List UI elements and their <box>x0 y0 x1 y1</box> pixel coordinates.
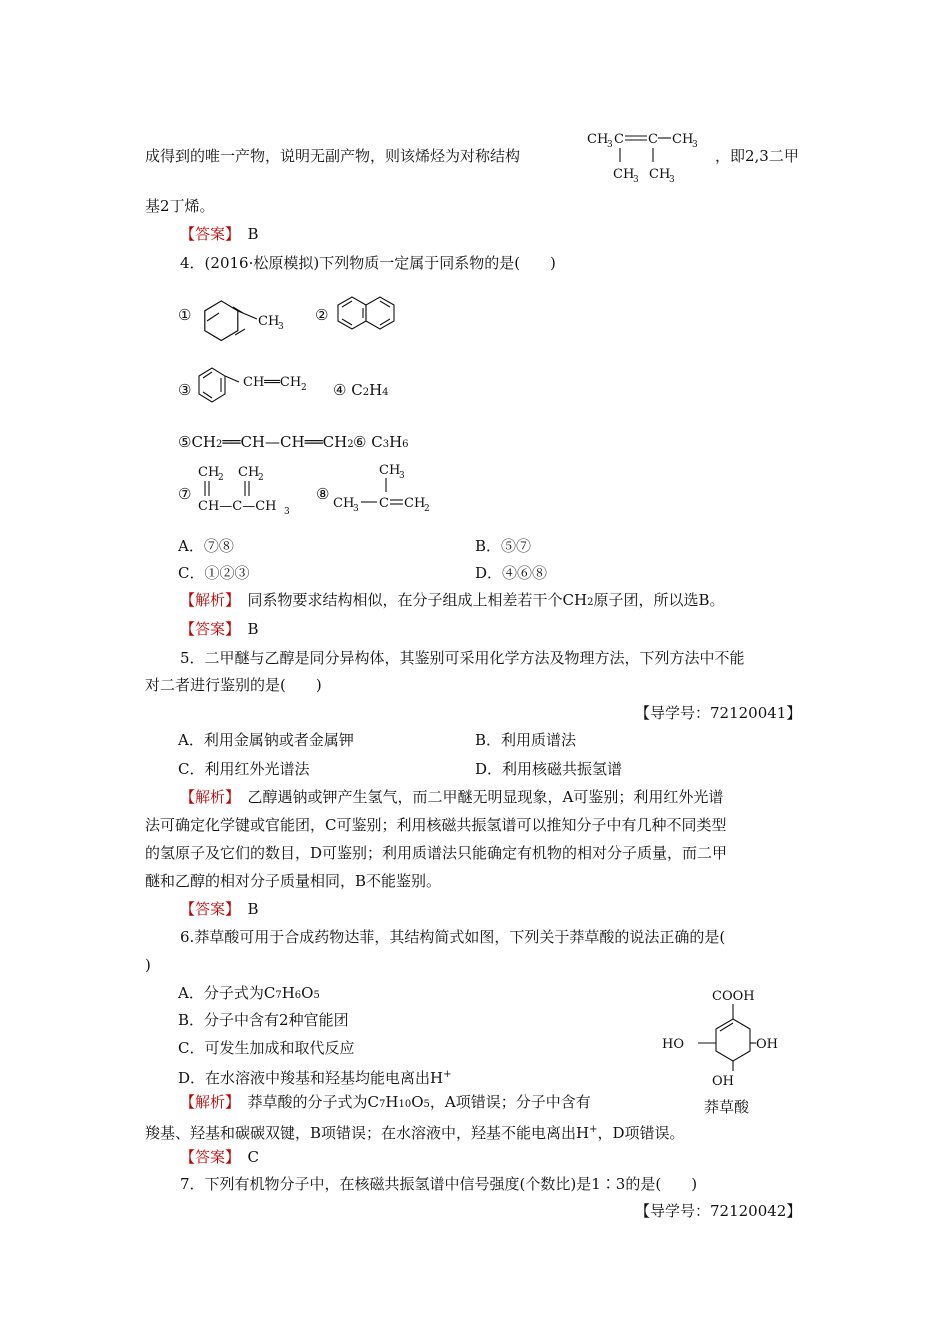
q6-analysis-2: 羧基、羟基和碳碳双键，B项错误；在水溶液中，羟基不能电离出H+，D项错误。 <box>145 1124 685 1142</box>
svg-text:CH: CH <box>198 465 220 480</box>
continued-line-1: 成得到的唯一产物，说明无副产物，则该烯烃为对称结构 <box>145 147 521 165</box>
svg-text:C: C <box>648 132 658 147</box>
svg-text:3: 3 <box>278 322 284 332</box>
svg-text:3: 3 <box>399 471 405 481</box>
q5-option-b: B．利用质谱法 <box>475 731 577 749</box>
q6-option-c: C．可发生加成和取代反应 <box>178 1039 355 1057</box>
q5-answer: 【答案】 B <box>180 900 259 918</box>
item7-structure <box>196 462 306 522</box>
continued-line-1-tail: ，即2,3二甲 <box>715 147 799 165</box>
q6-analysis-1: 【解析】 莽草酸的分子式为C7H10O5，A项错误；分子中含有 <box>180 1093 591 1111</box>
shikimic-acid-structure <box>660 985 780 1120</box>
q6-option-a: A．分子式为C7H6O5 <box>178 984 320 1002</box>
q5-stem-2: 对二者进行鉴别的是( ) <box>145 676 322 694</box>
q4-item-5: ⑤CH2══CH—CH══CH2 <box>178 433 354 451</box>
q4-item-1-num: ① <box>178 306 192 324</box>
q6-answer: 【答案】 C <box>180 1148 260 1166</box>
svg-text:2: 2 <box>258 473 264 483</box>
q4-analysis: 【解析】 同系物要求结构相似，在分子组成上相差若干个CH2原子团，所以选B。 <box>180 591 725 609</box>
svg-text:C: C <box>379 496 389 511</box>
svg-text:CH: CH <box>379 463 401 478</box>
styrene-structure <box>193 360 323 415</box>
continued-line-2: 基2丁烯。 <box>145 197 215 215</box>
q4-option-d: D．④⑥⑧ <box>475 564 548 582</box>
svg-text:CH: CH <box>587 132 609 147</box>
svg-text:CH: CH <box>613 167 635 182</box>
q6-option-d: D．在水溶液中羧基和羟基均能电离出H+ <box>178 1069 452 1087</box>
q4-stem: 4．(2016·松原模拟)下列物质一定属于同系物的是( ) <box>180 254 556 272</box>
svg-text:2: 2 <box>301 383 307 393</box>
q4-item-2-num: ② <box>315 306 329 324</box>
q4-item-4: ④ C2H4 <box>333 381 389 399</box>
svg-text:CH: CH <box>672 132 694 147</box>
q4-option-b: B．⑤⑦ <box>475 537 532 555</box>
svg-text:CH: CH <box>258 314 280 329</box>
naphthalene-structure <box>333 290 413 340</box>
svg-text:C: C <box>614 132 624 147</box>
svg-text:2: 2 <box>424 504 430 514</box>
svg-text:CH: CH <box>238 465 260 480</box>
q5-analysis-1: 【解析】 乙醇遇钠或钾产生氢气，而二甲醚无明显现象，A可鉴别；利用红外光谱 <box>180 788 724 806</box>
svg-text:3: 3 <box>692 140 698 150</box>
svg-text:COOH: COOH <box>712 989 755 1004</box>
q4-option-a: A．⑦⑧ <box>178 537 234 555</box>
svg-text:CH: CH <box>404 496 426 511</box>
q4-answer: 【答案】 B <box>180 620 259 638</box>
q5-stem-1: 5．二甲醚与乙醇是同分异构体，其鉴别可采用化学方法及物理方法，下列方法中不能 <box>180 649 745 667</box>
q5-option-c: C．利用红外光谱法 <box>178 760 310 778</box>
svg-text:HO: HO <box>662 1037 684 1052</box>
q7-stem: 7．下列有机物分子中，在核磁共振氢谱中信号强度(个数比)是1∶3的是( ) <box>180 1175 698 1193</box>
q5-analysis-3: 的氢原子及它们的数目，D可鉴别；利用质谱法只能确定有机物的相对分子质量，而二甲 <box>145 844 728 862</box>
item8-structure <box>331 460 441 520</box>
structure-dimethylbutene <box>585 128 715 184</box>
svg-text:OH: OH <box>712 1074 734 1089</box>
svg-text:CH══CH: CH══CH <box>243 375 302 390</box>
q4-item-7-num: ⑦ <box>178 485 192 503</box>
toluene-structure <box>195 295 295 345</box>
svg-text:2: 2 <box>218 473 224 483</box>
q4-item-3-num: ③ <box>178 381 192 399</box>
q5-analysis-4: 醚和乙醇的相对分子质量相同，B不能鉴别。 <box>145 872 442 890</box>
svg-text:CH: CH <box>649 167 671 182</box>
continued-answer: 【答案】 B <box>180 225 259 243</box>
svg-text:3: 3 <box>284 507 290 517</box>
svg-text:莽草酸: 莽草酸 <box>704 1098 750 1116</box>
q5-option-d: D．利用核磁共振氢谱 <box>475 760 623 778</box>
svg-text:3: 3 <box>607 140 613 150</box>
q6-option-b: B．分子中含有2种官能团 <box>178 1011 349 1029</box>
q4-item-6: ⑥ C3H6 <box>353 433 409 451</box>
svg-text:3: 3 <box>353 504 359 514</box>
svg-text:3: 3 <box>669 175 675 185</box>
q4-option-c: C．①②③ <box>178 564 250 582</box>
q5-guide-number: 【导学号：72120041】 <box>635 704 802 722</box>
q5-option-a: A．利用金属钠或者金属钾 <box>178 731 354 749</box>
svg-text:OH: OH <box>756 1037 778 1052</box>
q4-item-8-num: ⑧ <box>316 485 330 503</box>
q6-stem-2: ) <box>145 956 151 974</box>
svg-text:CH: CH <box>333 496 355 511</box>
q7-guide-number: 【导学号：72120042】 <box>635 1202 802 1220</box>
svg-text:3: 3 <box>633 175 639 185</box>
q6-stem-1: 6.莽草酸可用于合成药物达菲，其结构简式如图，下列关于莽草酸的说法正确的是( <box>180 928 726 946</box>
svg-text:CH—C—CH: CH—C—CH <box>198 499 277 514</box>
q5-analysis-2: 法可确定化学键或官能团，C可鉴别；利用核磁共振氢谱可以推知分子中有几种不同类型 <box>145 816 727 834</box>
